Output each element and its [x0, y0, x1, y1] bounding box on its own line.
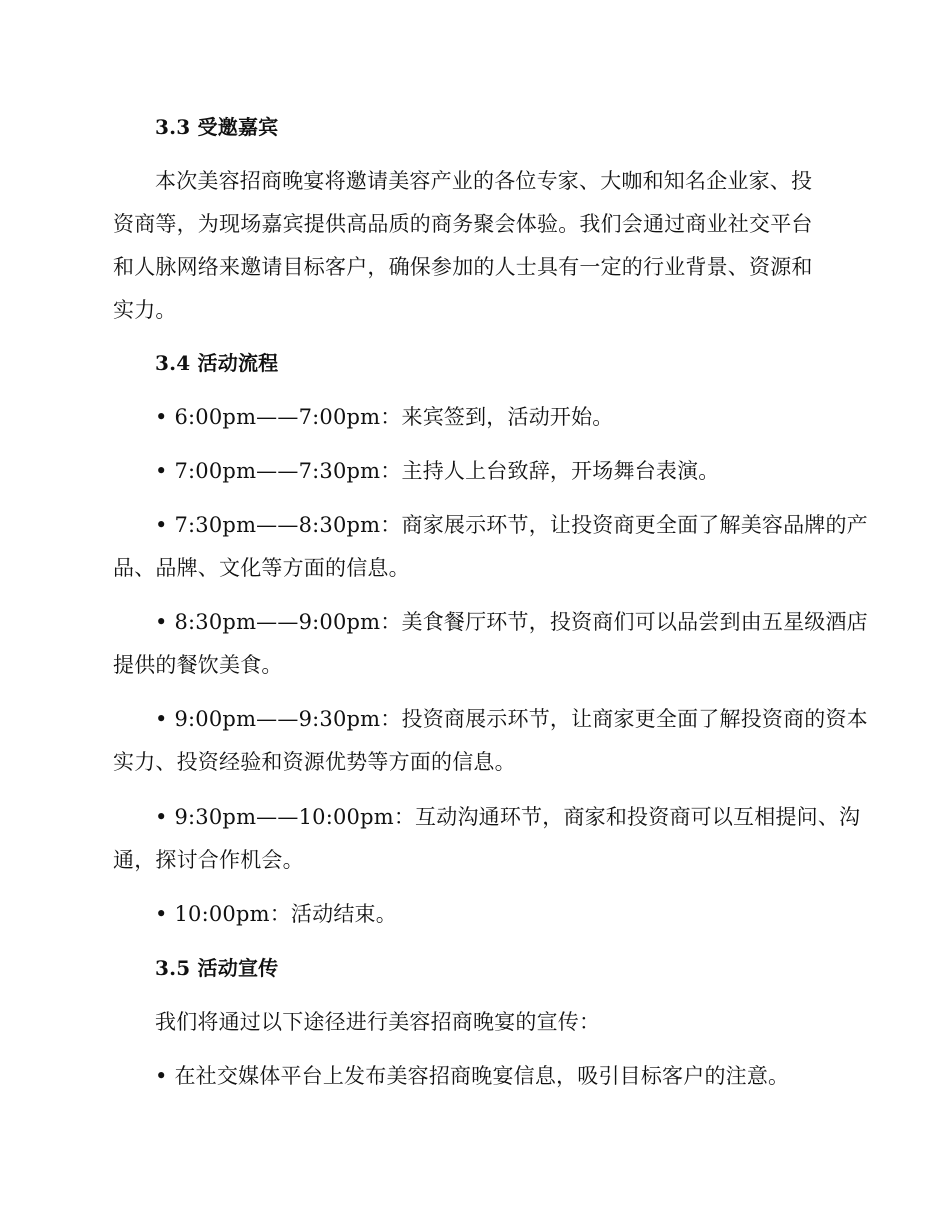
paragraph-line: 实力。 [113, 298, 177, 322]
schedule-item: • 10:00pm：活动结束。 [155, 902, 397, 926]
paragraph-line: 和人脉网络来邀请目标客户，确保参加的人士具有一定的行业背景、资源和 [113, 255, 813, 279]
schedule-item-continuation: 品、品牌、文化等方面的信息。 [113, 556, 410, 580]
schedule-item: • 9:00pm——9:30pm：投资商展示环节，让商家更全面了解投资商的资本 [155, 707, 868, 731]
schedule-item: • 7:30pm——8:30pm：商家展示环节，让投资商更全面了解美容品牌的产 [155, 513, 868, 537]
section-heading-3-3: 3.3 受邀嘉宾 [155, 115, 279, 139]
schedule-item: • 7:00pm——7:30pm：主持人上台致辞，开场舞台表演。 [155, 459, 720, 483]
paragraph-line: 我们将通过以下途径进行美容招商晚宴的宣传： [155, 1010, 601, 1034]
paragraph-line: 本次美容招商晚宴将邀请美容产业的各位专家、大咖和知名企业家、投 [155, 169, 813, 193]
section-heading-3-5: 3.5 活动宣传 [155, 956, 279, 980]
schedule-item-continuation: 通，探讨合作机会。 [113, 848, 304, 872]
paragraph-line: 资商等，为现场嘉宾提供高品质的商务聚会体验。我们会通过商业社交平台 [113, 212, 813, 236]
schedule-item: • 6:00pm——7:00pm：来宾签到，活动开始。 [155, 405, 614, 429]
schedule-item-continuation: 实力、投资经验和资源优势等方面的信息。 [113, 750, 516, 774]
schedule-item-continuation: 提供的餐饮美食。 [113, 653, 283, 677]
promo-item: • 在社交媒体平台上发布美容招商晚宴信息，吸引目标客户的注意。 [155, 1064, 790, 1088]
schedule-item: • 8:30pm——9:00pm：美食餐厅环节，投资商们可以品尝到由五星级酒店 [155, 610, 868, 634]
section-heading-3-4: 3.4 活动流程 [155, 351, 279, 375]
schedule-item: • 9:30pm——10:00pm：互动沟通环节，商家和投资商可以互相提问、沟 [155, 805, 861, 829]
